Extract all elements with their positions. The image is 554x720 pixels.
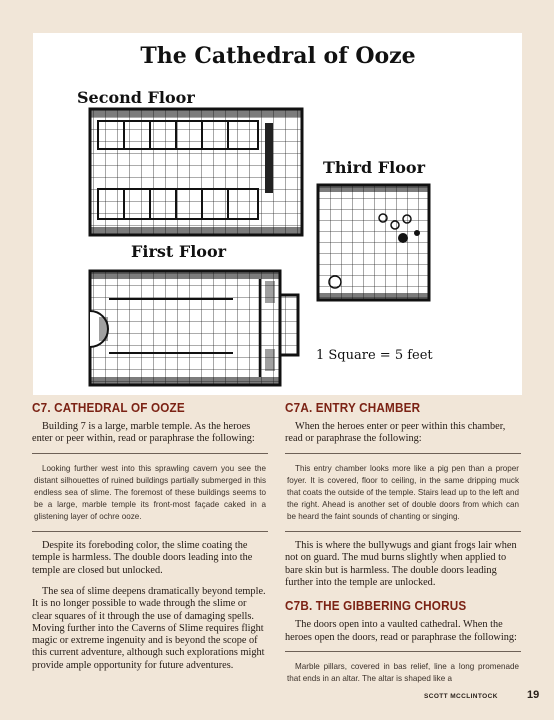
paragraph-c7-2: The sea of slime deepens dramatically beyond temple. It is no longer possible to wade through the slime or clear squares of it through the use of damaging spells. Moving further into the Caverns of Slime requires flight magic or extreme ingenuity and is beyond the scope of this current adventure, although such explorations might provide ample opportunity for future adventures. [32, 585, 266, 671]
scale-note: 1 Square = 5 feet [316, 348, 433, 363]
intro-c7a: When the heroes enter or peer within this chamber, read or paraphrase the following: [285, 421, 506, 445]
intro-c7: Building 7 is a large, marble temple. As the heroes enter or peer within, read or paraphrase the following: [32, 421, 255, 445]
read-aloud-c7: Looking further west into this sprawling cavern you see the distant silhouettes of ruined buildings partially submerged in this endless sea of slime. The foremost of these buildings seems to be a large, marble temple its front-most façade caked in a glistening layer of ochre ooze. [32, 453, 268, 532]
map-illustration [33, 33, 522, 395]
intro-c7b: The doors open into a vaulted cathedral. When the heroes open the doors, read or paraphrase the following: [285, 619, 517, 643]
page-number: 19 [527, 689, 540, 701]
read-aloud-c7a: This entry chamber looks more like a pig pen than a proper foyer. It is covered, floor to ceiling, in the same dripping muck that coats the outside of the temple. Stairs lead up to the left and the right. Ahead is another set of double doors from which can be heard the faint sounds of chanting or singing. [285, 453, 521, 532]
footer-author: SCOTT MCCLINTOCK [424, 693, 498, 700]
read-aloud-c7b: Marble pillars, covered in bas relief, line a long promenade that ends in an altar. The altar is shaped like a [285, 651, 521, 693]
section-heading-c7a: C7A. ENTRY CHAMBER [285, 400, 421, 415]
section-heading-c7b: C7B. THE GIBBERING CHORUS [285, 598, 467, 614]
first-floor-label: First Floor [131, 242, 227, 261]
first-floor-plan [90, 271, 298, 385]
third-floor-label: Third Floor [323, 158, 426, 177]
paragraph-c7a: This is where the bullywugs and giant frogs lair when not on guard. The mud burns slightly when applied to bare skin but is harmless. The double doors leading further into the temple are unlocked. [285, 540, 517, 588]
second-floor-plan [90, 109, 302, 235]
left-column [32, 400, 268, 672]
third-floor-plan [318, 185, 429, 300]
section-heading-c7: C7. CATHEDRAL OF OOZE [32, 400, 185, 415]
map-title: The Cathedral of Ooze [140, 43, 416, 69]
right-column [285, 400, 521, 701]
second-floor-label: Second Floor [77, 88, 195, 107]
paragraph-c7-1: Despite its foreboding color, the slime coating the temple is harmless. The double doors leading into the temple are closed but unlocked. [32, 540, 253, 576]
